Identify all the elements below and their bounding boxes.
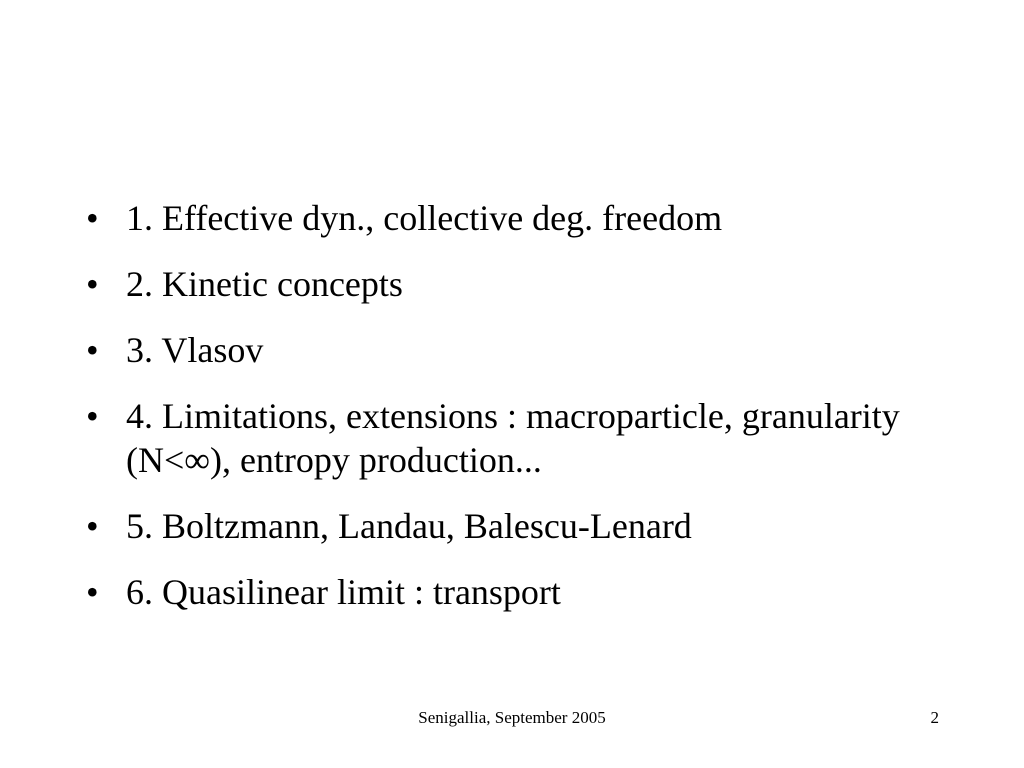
bullet-item-4 <box>86 394 946 482</box>
bullet-item-3 <box>86 328 946 372</box>
bullet-text-6: 6. Quasilinear limit : transport <box>126 572 561 612</box>
bullet-icon: • <box>86 330 99 370</box>
bullet-list <box>86 196 946 636</box>
bullet-icon: • <box>86 506 99 546</box>
bullet-icon: • <box>86 198 99 238</box>
bullet-text-1: 1. Effective dyn., collective deg. freedom <box>126 198 723 238</box>
page-number: 2 <box>930 708 939 727</box>
bullet-icon: • <box>86 396 99 436</box>
bullet-item-2 <box>86 262 946 306</box>
bullet-icon: • <box>86 264 99 304</box>
bullet-text-5: 5. Boltzmann, Landau, Balescu-Lenard <box>126 506 692 546</box>
bullet-item-5 <box>86 504 946 548</box>
bullet-item-1 <box>86 196 946 240</box>
bullet-text-2: 2. Kinetic concepts <box>126 264 403 304</box>
bullet-item-6 <box>86 570 946 614</box>
bullet-text-4: 4. Limitations, extensions : macroparticle, granularity (N<∞), entropy production... <box>126 396 900 480</box>
bullet-icon: • <box>86 572 99 612</box>
bullet-text-3: 3. Vlasov <box>126 330 264 370</box>
footer-caption: Senigallia, September 2005 <box>418 708 606 727</box>
